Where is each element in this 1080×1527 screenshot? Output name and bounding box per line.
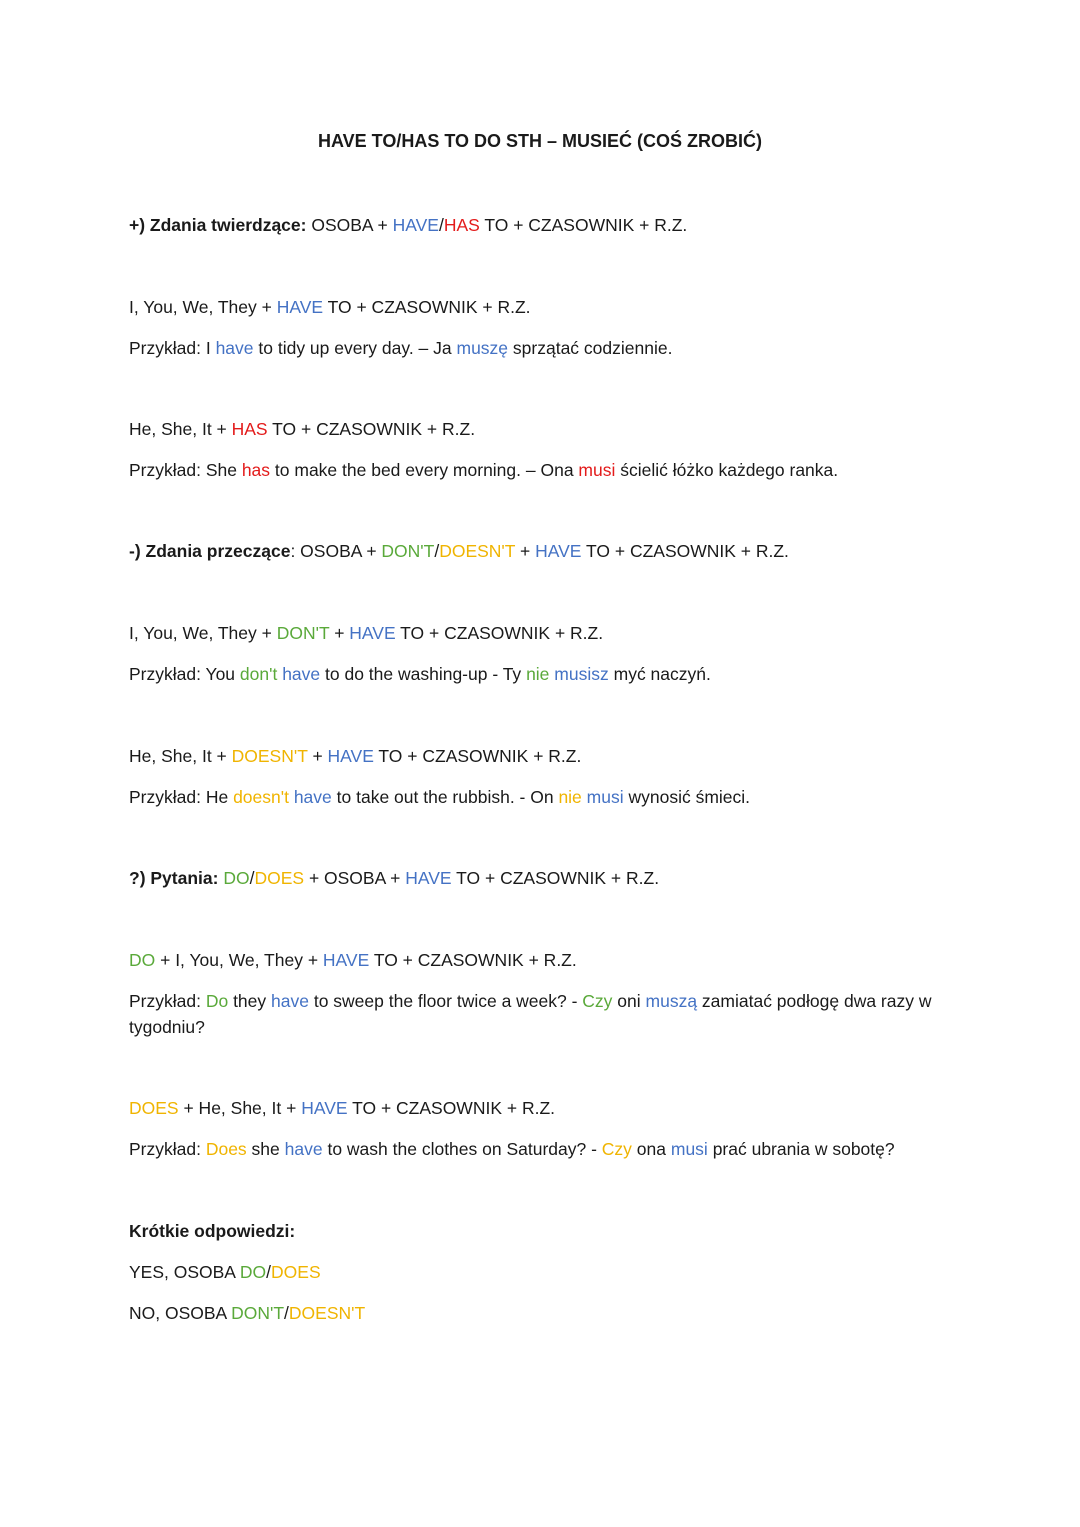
positive-example-2: Przykład: She has to make the bed every morning. – Ona musi ścielić łóżko każdego ranka. bbox=[129, 460, 839, 480]
positive-example-1: Przykład: I have to tidy up every day. – Ja muszę sprzątać codziennie. bbox=[129, 338, 673, 358]
positive-formula: +) Zdania twierdzące: OSOBA + HAVE/HAS TO + CZASOWNIK + R.Z. bbox=[129, 215, 688, 235]
question-formula: ?) Pytania: DO/DOES + OSOBA + HAVE TO + CZASOWNIK + R.Z. bbox=[129, 868, 660, 888]
question-example-1: Przykład: Do they have to sweep the floor twice a week? - Czy oni muszą zamiatać podłogę dwa razy w tygodniu? bbox=[129, 991, 932, 1037]
short-answers-heading: Krótkie odpowiedzi: bbox=[129, 1221, 296, 1241]
question-example-2: Przykład: Does she have to wash the clothes on Saturday? - Czy ona musi prać ubrania w sobotę? bbox=[129, 1139, 895, 1159]
negative-example-2: Przykład: He doesn't have to take out the rubbish. - On nie musi wynosić śmieci. bbox=[129, 787, 751, 807]
short-answer-no: NO, OSOBA DON'T/DOESN'T bbox=[129, 1303, 366, 1323]
negative-rule-1: I, You, We, They + DON'T + HAVE TO + CZASOWNIK + R.Z. bbox=[129, 623, 604, 643]
question-rule-2: DOES + He, She, It + HAVE TO + CZASOWNIK + R.Z. bbox=[129, 1098, 555, 1118]
positive-heading: +) Zdania twierdzące: bbox=[129, 215, 307, 235]
negative-rule-2: He, She, It + DOESN'T + HAVE TO + CZASOWNIK + R.Z. bbox=[129, 746, 582, 766]
short-answer-yes: YES, OSOBA DO/DOES bbox=[129, 1262, 321, 1282]
negative-heading: -) Zdania przeczące bbox=[129, 541, 291, 561]
page-title: HAVE TO/HAS TO DO STH – MUSIEĆ (COŚ ZROBIĆ) bbox=[317, 131, 763, 151]
negative-example-1: Przykład: You don't have to do the washing-up - Ty nie musisz myć naczyń. bbox=[129, 664, 711, 684]
positive-rule-1: I, You, We, They + HAVE TO + CZASOWNIK + R.Z. bbox=[129, 297, 531, 317]
negative-formula: -) Zdania przeczące: OSOBA + DON'T/DOESN'T + HAVE TO + CZASOWNIK + R.Z. bbox=[129, 541, 789, 561]
positive-rule-2: He, She, It + HAS TO + CZASOWNIK + R.Z. bbox=[129, 419, 476, 439]
question-rule-1: DO + I, You, We, They + HAVE TO + CZASOWNIK + R.Z. bbox=[129, 950, 577, 970]
question-heading: ?) Pytania: bbox=[129, 868, 219, 888]
